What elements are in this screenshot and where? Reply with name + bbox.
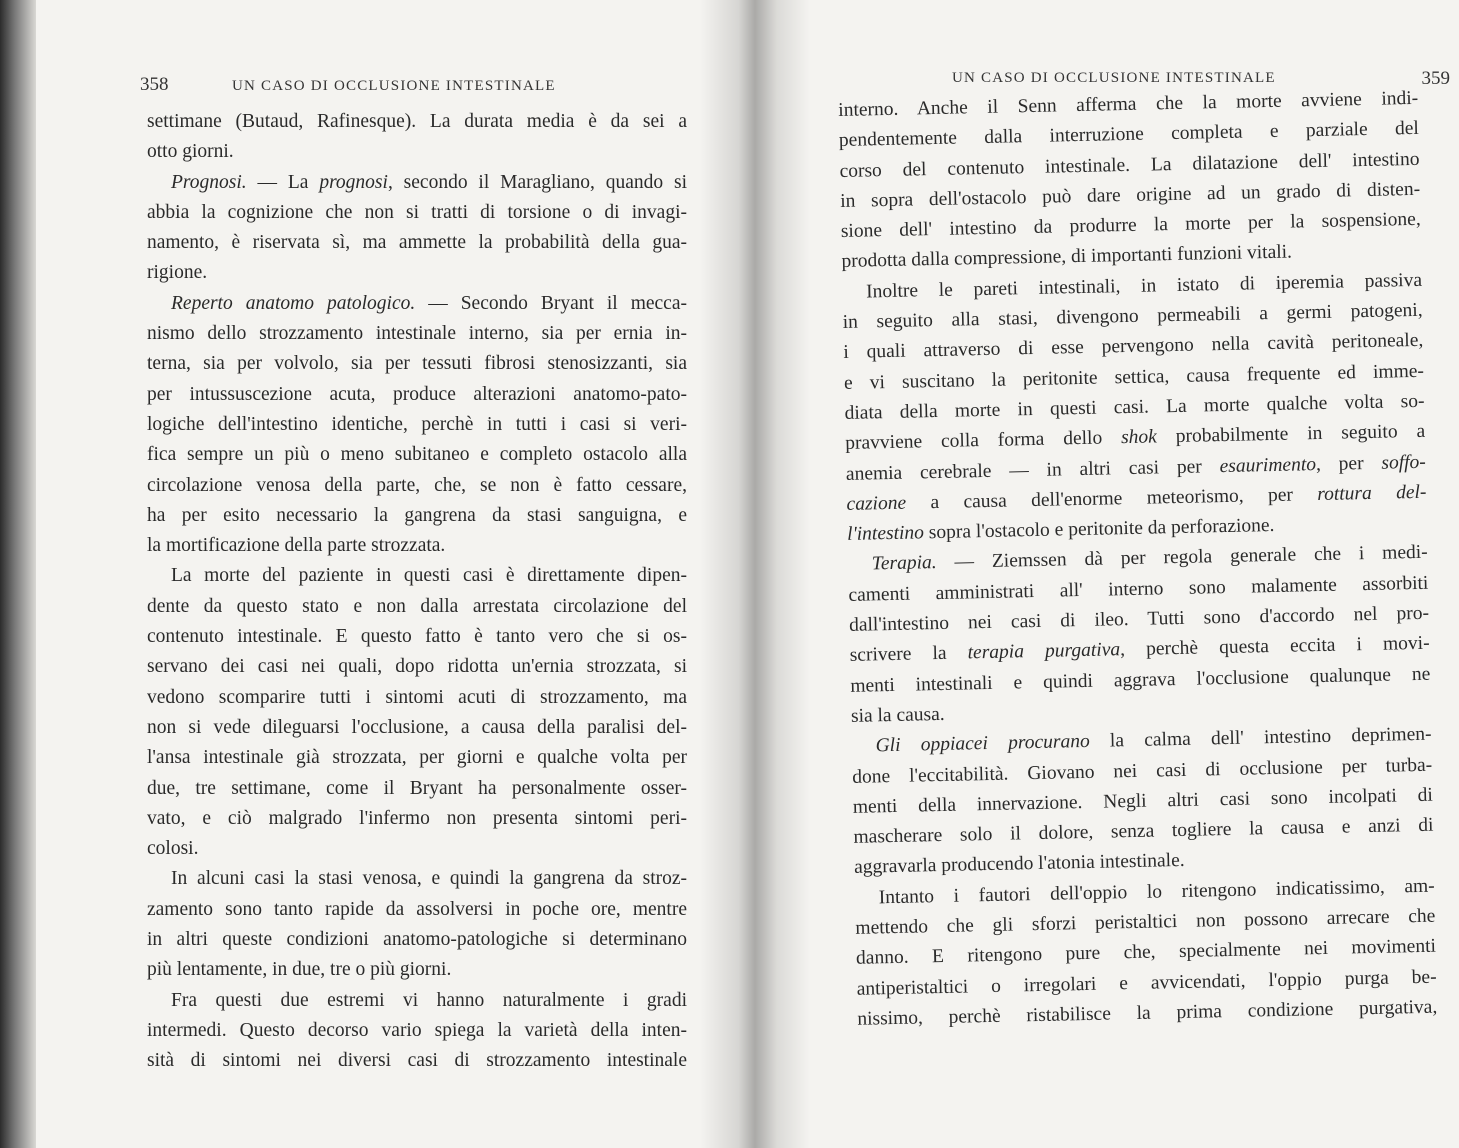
text-line <box>147 258 687 288</box>
line-text: ha per esito necessario la gangrena da stasi sanguigna, e <box>147 504 687 526</box>
page-number: 359 <box>1421 68 1450 89</box>
text-line <box>147 531 687 561</box>
line-text: non si vede dileguarsi l'occlusione, a causa della paralisi del- <box>147 716 687 738</box>
left-page <box>40 0 700 1148</box>
line-text: scrivere la <box>849 642 968 667</box>
running-title: UN CASO DI OCCLUSIONE INTESTINALE <box>952 70 1276 86</box>
line-text: fica sempre un più o meno subitaneo e completo ostacolo alla <box>147 444 687 466</box>
line-text: in sopra dell'ostacolo può dare origine ad un grado di disten- <box>839 178 1421 212</box>
text-line <box>147 107 687 137</box>
line-text: colosi. <box>147 838 199 860</box>
line-text: danno. E ritengono pure che, specialmente nei movimenti <box>855 935 1437 970</box>
line-text: dente da questo stato e non dalla arrestata circolazione del <box>147 595 687 617</box>
line-text: a causa dell'enorme meteorismo, per <box>905 483 1318 514</box>
text-line <box>147 319 687 349</box>
line-text: , per <box>1315 452 1382 475</box>
text-line <box>147 501 687 531</box>
text-line <box>147 380 687 410</box>
text-line <box>147 440 687 470</box>
line-text: la calma dell' intestino deprimen- <box>1089 723 1432 753</box>
line-text: circolazione venosa della parte, che, se non è fatto cessare, <box>147 474 687 496</box>
line-text: otto giorni. <box>147 141 234 163</box>
italic-text: Reperto anatomo patologico. <box>171 292 416 314</box>
line-text: pravviene colla forma dello <box>845 427 1122 455</box>
line-text: e vi suscitano la peritonite settica, causa frequente ed imme- <box>843 360 1425 394</box>
text-line <box>147 713 687 743</box>
line-text: antiperistaltici o irregolari e avvicendati, l'oppio purga be- <box>856 966 1437 1000</box>
italic-text: terapia purgativa <box>967 639 1121 664</box>
line-text: zamento sono tanto rapide da assolversi in poche ore, mentre <box>147 898 687 920</box>
line-text: prodotta dalla compressione, di importanti funzioni vitali. <box>841 242 1293 273</box>
text-line <box>147 289 687 319</box>
running-title: UN CASO DI OCCLUSIONE INTESTINALE <box>232 78 556 94</box>
line-text: vato, e ciò malgrado l'infermo non presenta sintomi peri- <box>147 807 687 829</box>
text-line <box>147 683 687 713</box>
line-text: Fra questi due estremi vi hanno naturalmente i gradi <box>171 989 687 1011</box>
italic-text: l'intestino <box>846 522 925 546</box>
italic-text: cazione <box>846 492 907 515</box>
line-text: due, tre settimane, come il Bryant ha personalmente osser- <box>147 777 687 799</box>
line-text: — Secondo Bryant il mecca- <box>415 292 687 314</box>
line-text: logiche dell'intestino identiche, perchè in tutti i casi si veri- <box>147 413 687 435</box>
text-line <box>147 986 687 1016</box>
text-line <box>147 228 687 258</box>
text-line <box>147 955 687 985</box>
line-text: Intanto i fautori dell'oppio lo ritengono indicatissimo, am- <box>878 875 1435 909</box>
text-line <box>147 410 687 440</box>
italic-text: rottura del- <box>1317 481 1427 505</box>
line-text: camenti amministrati all' interno sono malamente assorbiti <box>848 572 1429 606</box>
line-text: sione dell' intestino da produrre la morte per la sospensione, <box>840 209 1421 243</box>
right-page <box>800 0 1450 1148</box>
line-text: diata della morte in questi casi. La morte qualche volta so- <box>844 390 1425 424</box>
line-text: sità di sintomi nei diversi casi di strozzamento intestinale <box>147 1050 687 1072</box>
line-text: sopra l'ostacolo e peritonite da perforazione. <box>923 515 1275 544</box>
line-text: anemia cerebrale — in altri casi per <box>845 455 1220 485</box>
text-line <box>147 1016 687 1046</box>
line-text: i quali attraverso di esse pervengono nella cavità peritoneale, <box>843 330 1424 364</box>
text-line <box>147 743 687 773</box>
line-text: , perchè questa eccita i movi- <box>1119 633 1430 661</box>
text-line <box>147 652 687 682</box>
line-text: La morte del paziente in questi casi è direttamente dipen- <box>171 565 687 587</box>
line-text: servano dei casi nei quali, dopo ridotta un'ernia strozzata, si <box>147 656 687 678</box>
text-line <box>147 349 687 379</box>
line-text: vedono scomparire tutti i sintomi acuti di strozzamento, ma <box>147 686 687 708</box>
book-edge <box>0 0 36 1148</box>
line-text: — Ziemssen dà per regola generale che i medi- <box>936 542 1428 574</box>
line-text: done l'eccitabilità. Giovano nei casi di occlusione per turba- <box>852 754 1433 788</box>
italic-text: soffo- <box>1381 451 1427 474</box>
page-number: 358 <box>140 74 169 95</box>
italic-text: esaurimento <box>1219 453 1317 477</box>
text-line <box>147 834 687 864</box>
line-text: menti intestinali e quindi aggrava l'occlusione qualunque ne <box>850 663 1431 697</box>
left-page-header <box>40 74 700 102</box>
line-text: settimane (Butaud, Rafinesque). La durata media è da sei a <box>147 111 687 132</box>
text-line <box>147 774 687 804</box>
text-line <box>147 168 687 198</box>
left-page-body <box>147 107 687 1077</box>
italic-text: prognosi <box>319 171 388 193</box>
line-text: intermedi. Questo decorso vario spiega la varietà della inten- <box>147 1019 687 1041</box>
line-text: aggravarla producendo l'atonia intestinale. <box>853 850 1185 879</box>
book-gutter <box>700 0 810 1148</box>
text-line <box>147 198 687 228</box>
line-text: menti della innervazione. Negli altri casi sono incolpati di <box>852 784 1433 818</box>
line-text: terna, sia per volvolo, sia per tessuti fibrosi stenosizzanti, sia <box>147 353 687 375</box>
line-text: nissimo, perchè ristabilisce la prima condizione purgativa, <box>857 996 1438 1030</box>
line-text: corso del contenuto intestinale. La dilatazione dell' intestino <box>839 148 1420 182</box>
italic-text: Prognosi. <box>171 171 247 193</box>
line-text: mettendo che gli sforzi peristaltici non possono arrecare che <box>855 905 1436 939</box>
text-line <box>147 1046 687 1076</box>
text-line <box>147 864 687 894</box>
line-text: , secondo il Maragliano, quando si <box>387 171 687 193</box>
text-line <box>147 471 687 501</box>
line-text: per intussuscezione acuta, produce alterazioni anatomo-pato- <box>147 383 687 405</box>
line-text: abbia la cognizione che non si tratti di torsione o di invagi- <box>147 201 687 223</box>
line-text: in seguito alla stasi, divengono permeabili a germi patogeni, <box>842 299 1423 334</box>
line-text: in altri queste condizioni anatomo-patologiche si determinano <box>147 929 687 951</box>
line-text: pendentemente dalla interruzione completa e parziale del <box>838 118 1420 152</box>
line-text: dall'intestino nei casi di ileo. Tutti sono d'accordo nel pro- <box>848 602 1430 636</box>
line-text: In alcuni casi la stasi venosa, e quindi la gangrena da stroz- <box>171 868 687 890</box>
line-text: nismo dello strozzamento intestinale interno, sia per ernia in- <box>147 323 687 345</box>
right-page-body <box>838 84 1438 1035</box>
line-text: l'ansa intestinale già strozzata, per giorni e qualche volta per <box>147 747 687 769</box>
text-line <box>147 804 687 834</box>
line-text: — La <box>246 171 320 193</box>
italic-text: Gli oppiacei procurano <box>875 731 1090 757</box>
line-text: rigione. <box>147 262 208 284</box>
line-text: mascherare solo il dolore, senza togliere la causa e anzi di <box>853 814 1434 848</box>
text-line <box>147 895 687 925</box>
line-text: namento, è riservata sì, ma ammette la probabilità della gua- <box>147 232 687 254</box>
line-text: contenuto intestinale. E questo fatto è tanto vero che si os- <box>147 626 687 648</box>
line-text: interno. Anche il Senn afferma che la morte avviene indi- <box>838 87 1419 121</box>
text-line <box>147 622 687 652</box>
line-text: Inoltre le pareti intestinali, in istato di iperemia passiva <box>865 269 1423 303</box>
line-text: sia la causa. <box>850 703 945 727</box>
text-line <box>147 592 687 622</box>
line-text: più lentamente, in due, tre o più giorni. <box>147 959 452 981</box>
text-line <box>147 925 687 955</box>
italic-text: Terapia. <box>871 552 937 575</box>
line-text: probabilmente in seguito a <box>1156 421 1426 448</box>
text-line <box>147 561 687 591</box>
line-text: la mortificazione della parte strozzata. <box>147 535 446 557</box>
text-line <box>147 137 687 167</box>
italic-text: shok <box>1120 426 1158 449</box>
